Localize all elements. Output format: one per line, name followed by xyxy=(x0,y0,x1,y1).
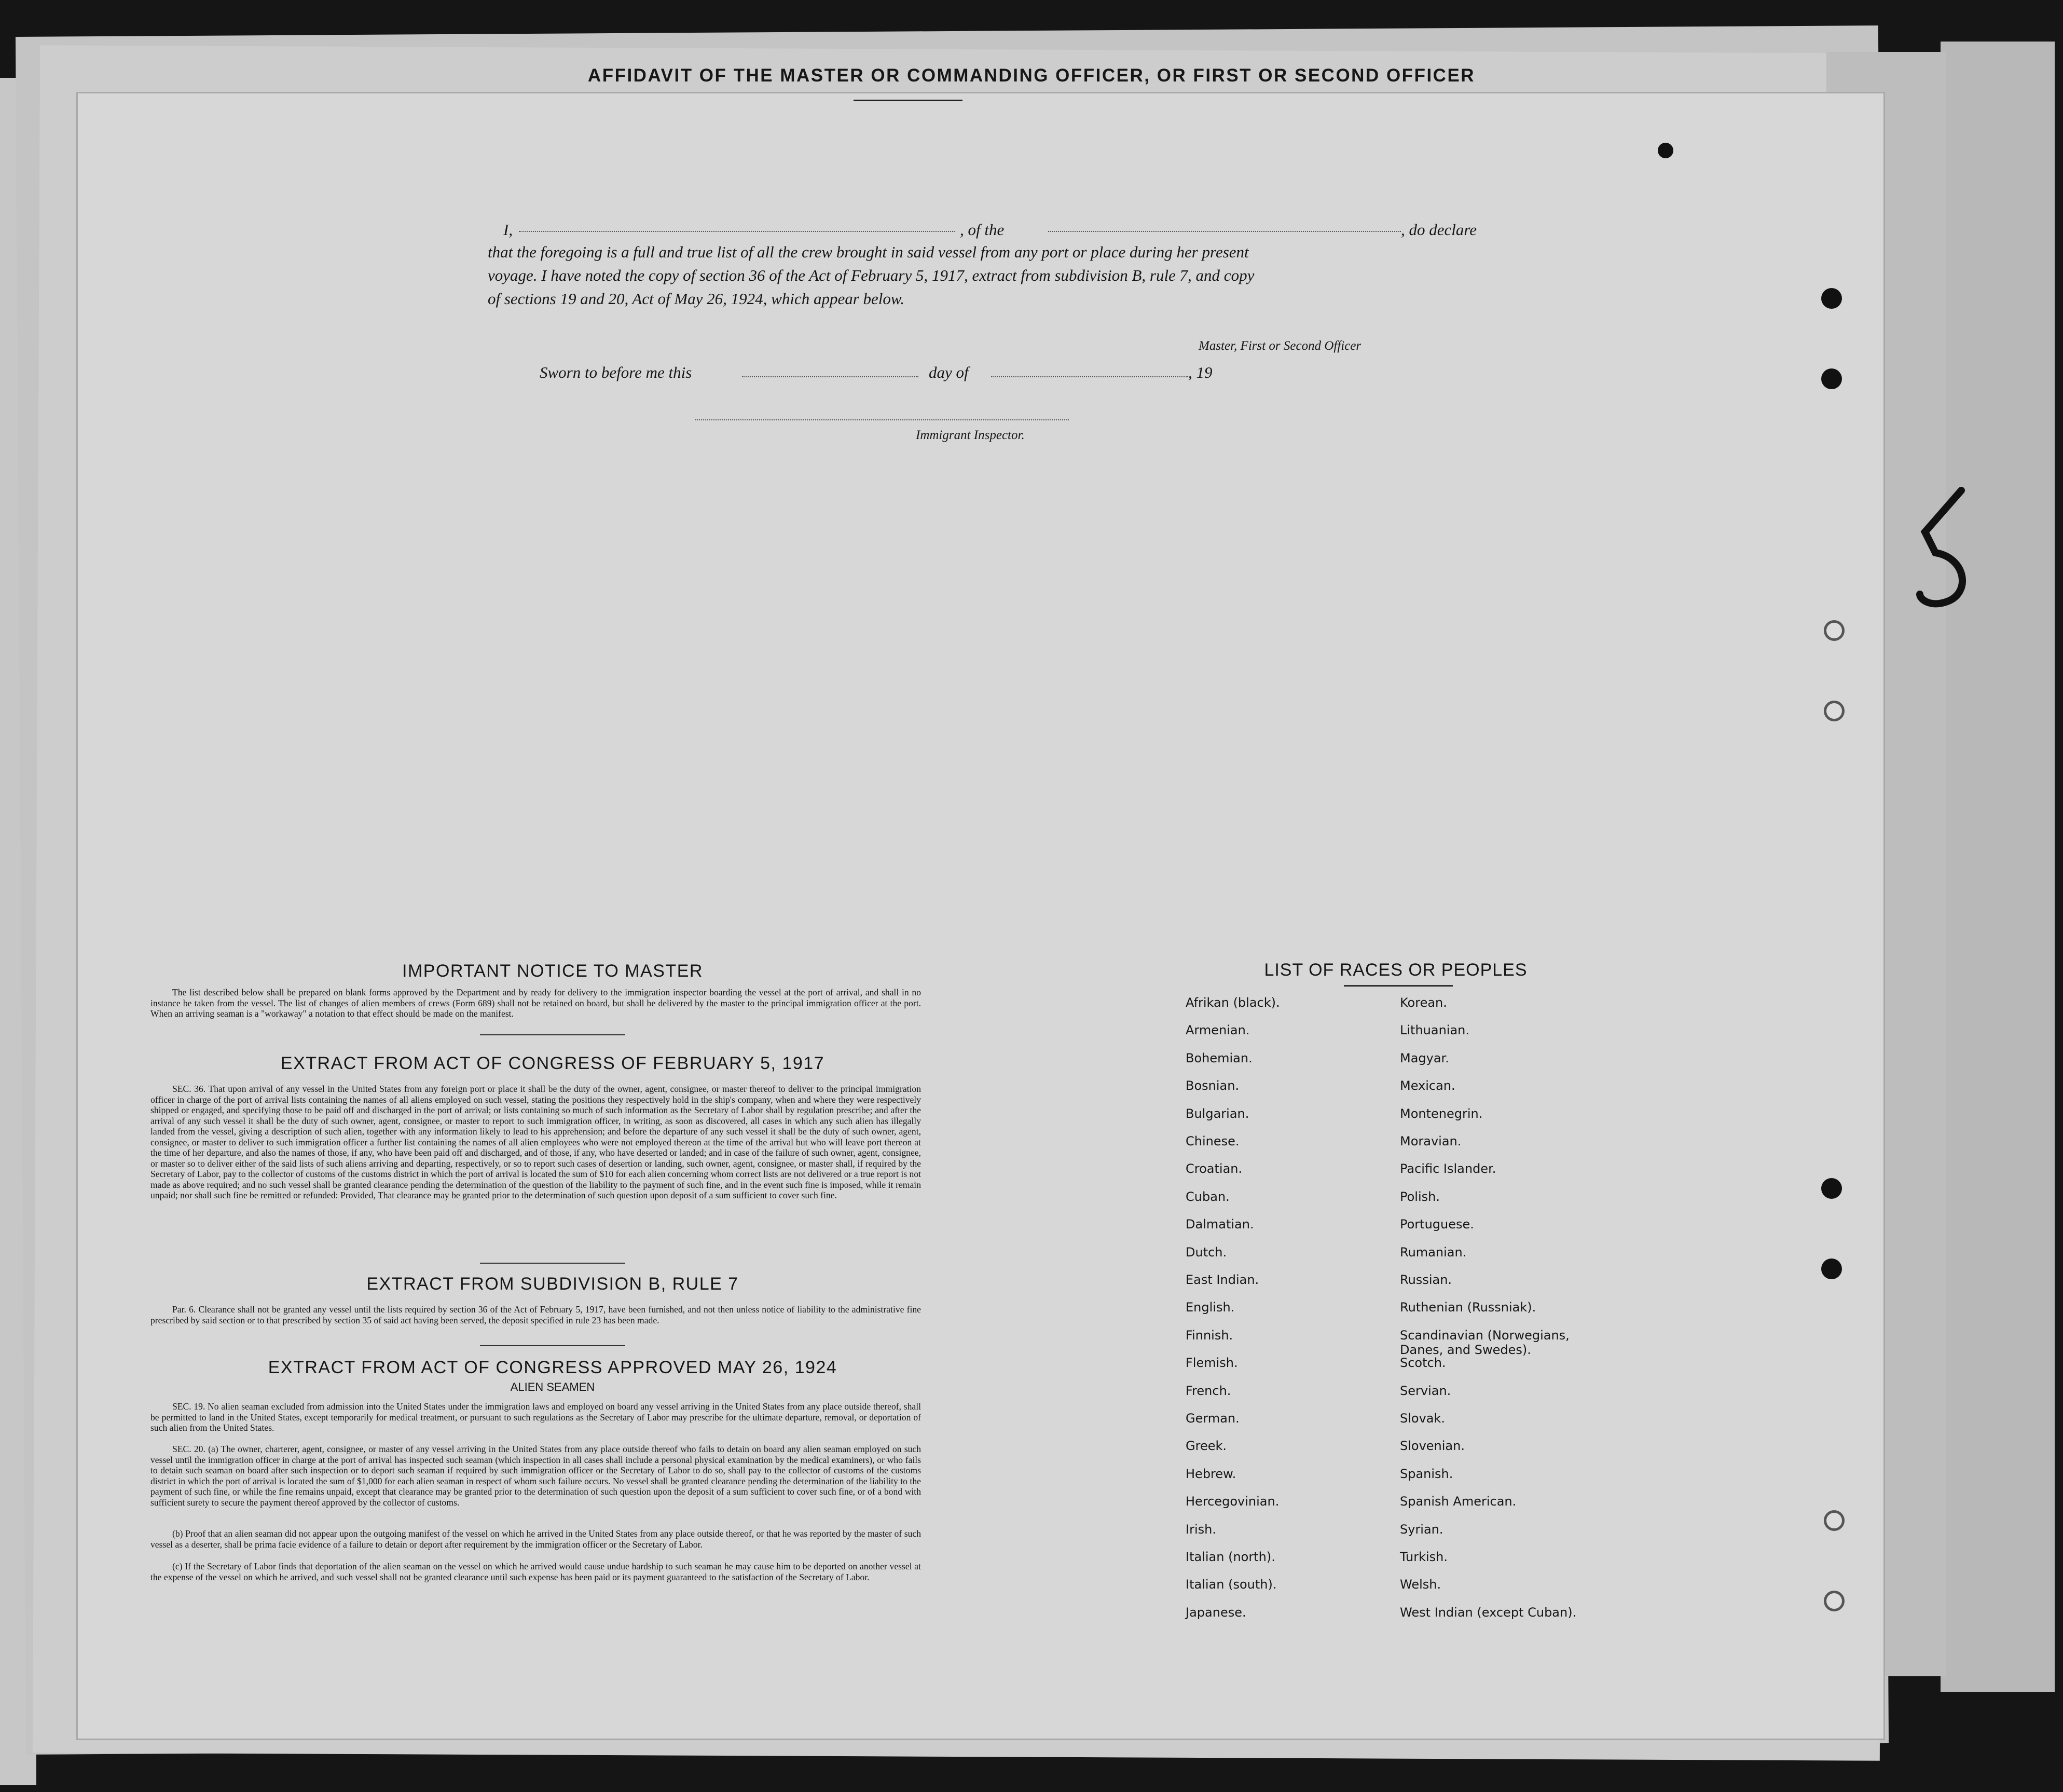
race-item: Ruthenian (Russniak). xyxy=(1400,1300,1536,1315)
affidavit-line-3: voyage. I have noted the copy of section 36 of the Act of February 5, 1917, extract from subdivision B, rule 7, and copy xyxy=(488,266,1255,284)
paper-edge xyxy=(1941,42,2055,1692)
race-item: Rumanian. xyxy=(1400,1244,1467,1260)
race-item: Welsh. xyxy=(1400,1577,1441,1592)
extract-1917-text: SEC. 36. That upon arrival of any vessel in the United States from any foreign port or place it shall be the duty of the owner, agent, consignee, or master thereof to deliver to the principal immigration officer in charge of the port of arrival lists containing the names of all aliens employed on such vessel, stating the positions they respectively hold in the ship's company, when and where they were respectively shipped or engaged, and specifying those to be paid off and discharged in the port of arrival; or lists containing so much of such information as the Secretary of Labor shall by regulation prescribe; and after the arrival of any such vessel it shall be the duty of such owner, agent, consignee, or master to report to such immigration officer, in writing, as soon as discovered, all cases in which any such alien has illegally landed from the vessel, giving a description of such alien, together with any information likely to lead to his apprehension; and before the departure of any such vessel it shall be the duty of such owner, agent, consignee, or master to deliver to such immigration officer a further list containing the names of all alien employees who were not employed thereon at the time of the arrival but who will leave port thereon at the time of her departure, and also the names of those, if any, who have been paid off and discharged, and of those, if any, who have deserted or landed; and in case of the failure of such owner, agent, consignee, or master so to deliver either of the said lists of such aliens arriving and departing, respectively, or so to report such cases of desertion or landing, such owner, agent, consignee, or master shall, if required by the Secretary of Labor, pay to the collector of customs of the customs district in which the port of arrival is located the sum of $10 for each alien concerning whom correct lists are not delivered or a true report is not made as above required; and no such vessel shall be granted clearance pending the determination of the question of the liability to the payment of such fine, and in the event such fine is imposed, while it remain unpaid; nor shall such fine be remitted or refunded: Provided, That clearance may be granted prior to the determination of such question upon deposit of a sum sufficient to cover such fine. xyxy=(150,1084,921,1200)
race-item: Croatian. xyxy=(1186,1161,1243,1177)
race-item: Chinese. xyxy=(1186,1134,1240,1148)
declare-label: , do declare xyxy=(1401,221,1477,239)
affidavit-i-label: I, xyxy=(503,221,513,239)
of-the-label: , of the xyxy=(960,221,1005,239)
race-item: Servian. xyxy=(1400,1383,1451,1398)
rule7-title: EXTRACT FROM SUBDIVISION B, RULE 7 xyxy=(366,1274,739,1294)
race-item: Hebrew. xyxy=(1186,1466,1236,1481)
race-item: Cuban. xyxy=(1186,1189,1230,1204)
inspector-blank[interactable] xyxy=(695,419,1069,420)
race-item: Magyar. xyxy=(1400,1050,1449,1065)
race-item: Syrian. xyxy=(1400,1522,1443,1537)
race-item: Mexican. xyxy=(1400,1078,1455,1093)
name-blank[interactable] xyxy=(519,231,955,232)
race-item: Irish. xyxy=(1186,1522,1216,1537)
extract-1924-subtitle: ALIEN SEAMEN xyxy=(510,1380,595,1393)
title-rule xyxy=(854,100,962,101)
race-item: Bohemian. xyxy=(1186,1050,1253,1065)
race-item: Pacific Islander. xyxy=(1400,1161,1496,1177)
binder-hole xyxy=(1821,368,1842,389)
race-item: Montenegrin. xyxy=(1400,1106,1483,1121)
extract-1924-sec20c: (c) If the Secretary of Labor finds that deportation of the alien seaman on the vessel on which he arrived would cause undue hardship to such seaman he may cause him to be deported on another vessel at the expense of the vessel on which he arrived, and such vessel shall not be granted clearance until such expense has been paid or its payment guaranteed to the satisfaction of the Secretary of Labor. xyxy=(150,1561,921,1582)
extract-1917-title: EXTRACT FROM ACT OF CONGRESS OF FEBRUARY 5, 1917 xyxy=(280,1054,825,1073)
races-title: LIST OF RACES OR PEOPLES xyxy=(1264,960,1528,980)
extract-1924-sec20a: SEC. 20. (a) The owner, charterer, agent, consignee, or master of any vessel arriving in the United States from any place outside thereof who fails to detain on board any alien seaman employed on such vessel until the immigration officer in charge at the port of arrival has inspected such seaman (which inspection in all cases shall include a personal physical examination by the medical examiners), or who fails to detain such seaman on board after such inspection or to deport such seaman if required by such immigration officer or the Secretary of Labor to do so, shall pay to the collector of customs of the customs district in which the port of arrival is located the sum of $1,000 for each alien seaman in respect of whom such failure occurs. No vessel shall be granted clearance pending the determination of the liability to the payment of such fine, or while the fine remains unpaid, except that clearance may be granted prior to the determination of such question upon the deposit of a sum sufficient to cover such fine, or of a bond with sufficient surety to secure the payment thereof approved by the collector of customs. xyxy=(150,1444,921,1508)
day-of-label: day of xyxy=(929,363,969,381)
race-item: Finnish. xyxy=(1186,1328,1233,1343)
race-item: French. xyxy=(1186,1383,1231,1398)
binder-hole xyxy=(1824,1591,1845,1611)
binder-hole xyxy=(1821,1258,1842,1279)
binder-hole xyxy=(1824,1510,1845,1531)
race-item: Korean. xyxy=(1400,995,1447,1010)
race-item: Hercegovinian. xyxy=(1186,1494,1280,1509)
race-item: East Indian. xyxy=(1186,1273,1259,1287)
race-item: Bosnian. xyxy=(1186,1078,1240,1093)
race-item: Slovak. xyxy=(1400,1411,1446,1426)
race-item: Dalmatian. xyxy=(1186,1217,1254,1232)
race-item: English. xyxy=(1186,1300,1235,1315)
affidavit-line-2: that the foregoing is a full and true list of all the crew brought in said vessel from any port or place during her present xyxy=(488,243,1249,261)
race-item: Lithuanian. xyxy=(1400,1023,1470,1038)
race-item: West Indian (except Cuban). xyxy=(1400,1605,1577,1620)
section-rule xyxy=(480,1345,625,1346)
day-blank[interactable] xyxy=(742,376,918,377)
notice-text: The list described below shall be prepared on blank forms approved by the Department and by ready for delivery to the immigration inspector boarding the vessel at the port of arrival, and shall in no instance be taken from the vessel. The list of changes of alien members of crews (Form 689) shall not be retained on board, but shall be delivered by the master to the principal immigration officer at the port. When an arriving seaman is a "workaway" a notation to that effect should be made on the manifest. xyxy=(150,987,921,1019)
race-item: Spanish American. xyxy=(1400,1494,1517,1509)
race-item: Moravian. xyxy=(1400,1134,1462,1148)
race-item: Slovenian. xyxy=(1400,1439,1465,1454)
race-item: Italian (north). xyxy=(1186,1550,1275,1564)
race-item: Italian (south). xyxy=(1186,1577,1277,1592)
inspector-label: Immigrant Inspector. xyxy=(916,428,1025,442)
month-blank[interactable] xyxy=(991,376,1188,377)
race-item: Dutch. xyxy=(1186,1244,1227,1260)
binder-hole xyxy=(1821,1178,1842,1199)
race-item: Turkish. xyxy=(1400,1550,1448,1564)
race-item: Scotch. xyxy=(1400,1356,1446,1371)
section-rule xyxy=(480,1034,625,1035)
race-item: German. xyxy=(1186,1411,1240,1426)
extract-1924-sec19: SEC. 19. No alien seaman excluded from admission into the United States under the immigration laws and employed on board any vessel arriving in the United States from any place outside thereof, shall be permitted to land in the United States, except temporarily for medical treatment, or pursuant to such regulations as the Secretary of Labor may prescribe for the ultimate departure, removal, or deportation of such alien from the United States. xyxy=(150,1401,921,1433)
affidavit-line-4: of sections 19 and 20, Act of May 26, 1924, which appear below. xyxy=(488,290,905,308)
binder-hole xyxy=(1824,620,1845,641)
affidavit-title: AFFIDAVIT OF THE MASTER OR COMMANDING OFFICER, OR FIRST OR SECOND OFFICER xyxy=(587,65,1476,86)
ink-blot xyxy=(1658,143,1673,158)
rule7-text: Par. 6. Clearance shall not be granted any vessel until the lists required by section 36 of the Act of February 5, 1917, have been furnished, and not then unless notice of liability to the administrative fine prescribed by said section or to that prescribed by section 35 of said act having been served, the deposit specified in rule 23 has been made. xyxy=(150,1304,921,1325)
year-label: , 19 xyxy=(1188,363,1213,381)
race-item: Portuguese. xyxy=(1400,1217,1474,1232)
race-item: Polish. xyxy=(1400,1189,1440,1204)
officer-signature-label: Master, First or Second Officer xyxy=(1199,339,1361,353)
extract-1924-title: EXTRACT FROM ACT OF CONGRESS APPROVED MAY 26, 1924 xyxy=(268,1358,837,1377)
race-item: Spanish. xyxy=(1400,1466,1453,1481)
binder-hole xyxy=(1824,701,1845,721)
race-item: Bulgarian. xyxy=(1186,1106,1249,1121)
handwritten-mark xyxy=(1909,483,1977,612)
race-item: Afrikan (black). xyxy=(1186,995,1280,1010)
notice-title: IMPORTANT NOTICE TO MASTER xyxy=(402,961,703,981)
binder-hole xyxy=(1821,288,1842,309)
race-item: Japanese. xyxy=(1186,1605,1246,1620)
vessel-blank[interactable] xyxy=(1048,231,1401,232)
extract-1924-sec20b: (b) Proof that an alien seaman did not appear upon the outgoing manifest of the vessel on which he arrived in the United States from any place outside thereof, or that he was reported by the master of such vessel as a deserter, shall be prima facie evidence of a failure to detain or deport after requirement by the immigration officer or the Secretary of Labor. xyxy=(150,1528,921,1550)
section-rule xyxy=(480,1263,625,1264)
race-item: Flemish. xyxy=(1186,1356,1238,1371)
race-item: Armenian. xyxy=(1186,1023,1250,1038)
race-item: Russian. xyxy=(1400,1273,1452,1287)
race-item: Scandinavian (Norwegians, Danes, and Swedes). xyxy=(1400,1328,1570,1357)
sworn-label: Sworn to before me this xyxy=(540,363,692,381)
races-rule xyxy=(1344,985,1453,987)
race-item: Greek. xyxy=(1186,1439,1227,1454)
